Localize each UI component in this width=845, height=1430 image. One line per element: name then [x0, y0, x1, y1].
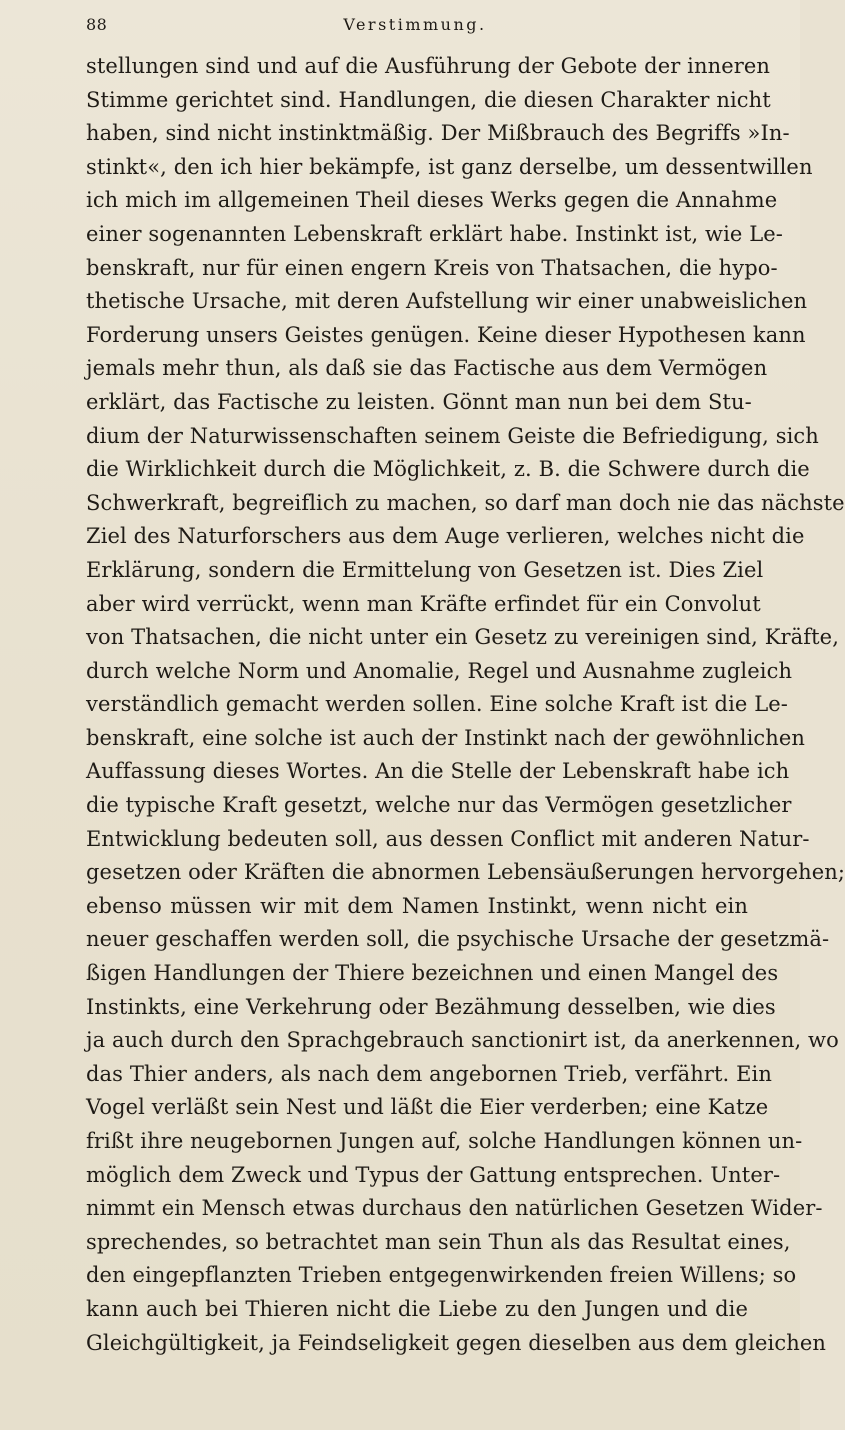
text-line: Erklärung, sondern die Ermittelung von Gesetzen ist. Dies Ziel — [86, 557, 764, 582]
running-head: Verstimmung. — [343, 15, 487, 34]
text-line: Gleichgültigkeit, ja Feindseligkeit gegen dieselben aus dem gleichen — [86, 1330, 826, 1355]
page-header — [86, 14, 744, 40]
text-line: frißt ihre neugebornen Jungen auf, solche Handlungen können un- — [86, 1129, 803, 1153]
text-line: Ziel des Naturforschers aus dem Auge verlieren, welches nicht die — [86, 524, 805, 549]
body-text — [86, 50, 845, 1360]
text-line: haben, sind nicht instinktmäßig. Der Mißbrauch des Begriffs »In- — [86, 121, 790, 146]
text-line: aber wird verrückt, wenn man Kräfte erfindet für ein Convolut — [86, 591, 761, 616]
text-line: Stimme gerichtet sind. Handlungen, die diesen Charakter nicht — [86, 87, 771, 112]
text-line: die Wirklichkeit durch die Möglichkeit, z. B. die Schwere durch die — [86, 457, 810, 482]
text-line: ßigen Handlungen der Thiere bezeichnen und einen Mangel des — [86, 961, 779, 986]
text-line: ich mich im allgemeinen Theil dieses Werks gegen die Annahme — [86, 188, 778, 213]
text-line: den eingepflanzten Trieben entgegenwirkenden freien Willens; so — [86, 1263, 797, 1288]
text-line: verständlich gemacht werden sollen. Eine solche Kraft ist die Le- — [86, 692, 788, 717]
text-line: Schwerkraft, begreiflich zu machen, so darf man doch nie das nächste — [86, 490, 845, 515]
text-line: Vogel verläßt sein Nest und läßt die Eier verderben; eine Katze — [86, 1095, 769, 1120]
text-line: einer sogenannten Lebenskraft erklärt habe. Instinkt ist, wie Le- — [86, 221, 783, 246]
text-line: von Thatsachen, die nicht unter ein Gesetz zu vereinigen sind, Kräfte, — [86, 625, 839, 650]
text-line: thetische Ursache, mit deren Aufstellung wir einer unabweislichen — [86, 289, 808, 314]
text-line: das Thier anders, als nach dem angebornen Trieb, verfährt. Ein — [86, 1061, 772, 1086]
text-line: neuer geschaffen werden soll, die psychische Ursache der gesetzmä- — [86, 927, 830, 952]
text-line: durch welche Norm und Anomalie, Regel und Ausnahme zugleich — [86, 658, 793, 683]
text-line: Forderung unsers Geistes genügen. Keine dieser Hypothesen kann — [86, 322, 806, 347]
text-line: Entwicklung bedeuten soll, aus dessen Conflict mit anderen Natur- — [86, 826, 810, 851]
text-line: nimmt ein Mensch etwas durchaus den natürlichen Gesetzen Wider- — [86, 1196, 823, 1221]
text-line: sprechendes, so betrachtet man sein Thun als das Resultat eines, — [86, 1229, 791, 1254]
text-line: benskraft, eine solche ist auch der Instinkt nach der gewöhnlichen — [86, 725, 806, 750]
text-line: dium der Naturwissenschaften seinem Geiste die Befriedigung, sich — [86, 423, 819, 448]
text-line: möglich dem Zweck und Typus der Gattung entsprechen. Unter- — [86, 1162, 781, 1187]
text-line: erklärt, das Factische zu leisten. Gönnt man nun bei dem Stu- — [86, 389, 752, 414]
text-line: gesetzen oder Kräften die abnormen Lebensäußerungen hervorgehen; — [86, 860, 845, 885]
text-line: ebenso müssen wir mit dem Namen Instinkt, wenn nicht ein — [86, 893, 748, 918]
text-line: kann auch bei Thieren nicht die Liebe zu den Jungen und die — [86, 1296, 748, 1321]
text-line: Auffassung dieses Wortes. An die Stelle der Lebenskraft habe ich — [86, 759, 790, 784]
text-line: die typische Kraft gesetzt, welche nur das Vermögen gesetzlicher — [86, 793, 792, 818]
text-line: benskraft, nur für einen engern Kreis von Thatsachen, die hypo- — [86, 255, 778, 280]
text-line: Instinkts, eine Verkehrung oder Bezähmung desselben, wie dies — [86, 994, 776, 1019]
page-number: 88 — [86, 15, 108, 34]
text-line: stellungen sind und auf die Ausführung der Gebote der inneren — [86, 54, 771, 78]
text-line: stinkt«, den ich hier bekämpfe, ist ganz derselbe, um dessentwillen — [86, 154, 813, 179]
text-line: ja auch durch den Sprachgebrauch sanctionirt ist, da anerkennen, wo — [86, 1028, 839, 1053]
text-line: jemals mehr thun, als daß sie das Factische aus dem Vermögen — [86, 356, 768, 381]
